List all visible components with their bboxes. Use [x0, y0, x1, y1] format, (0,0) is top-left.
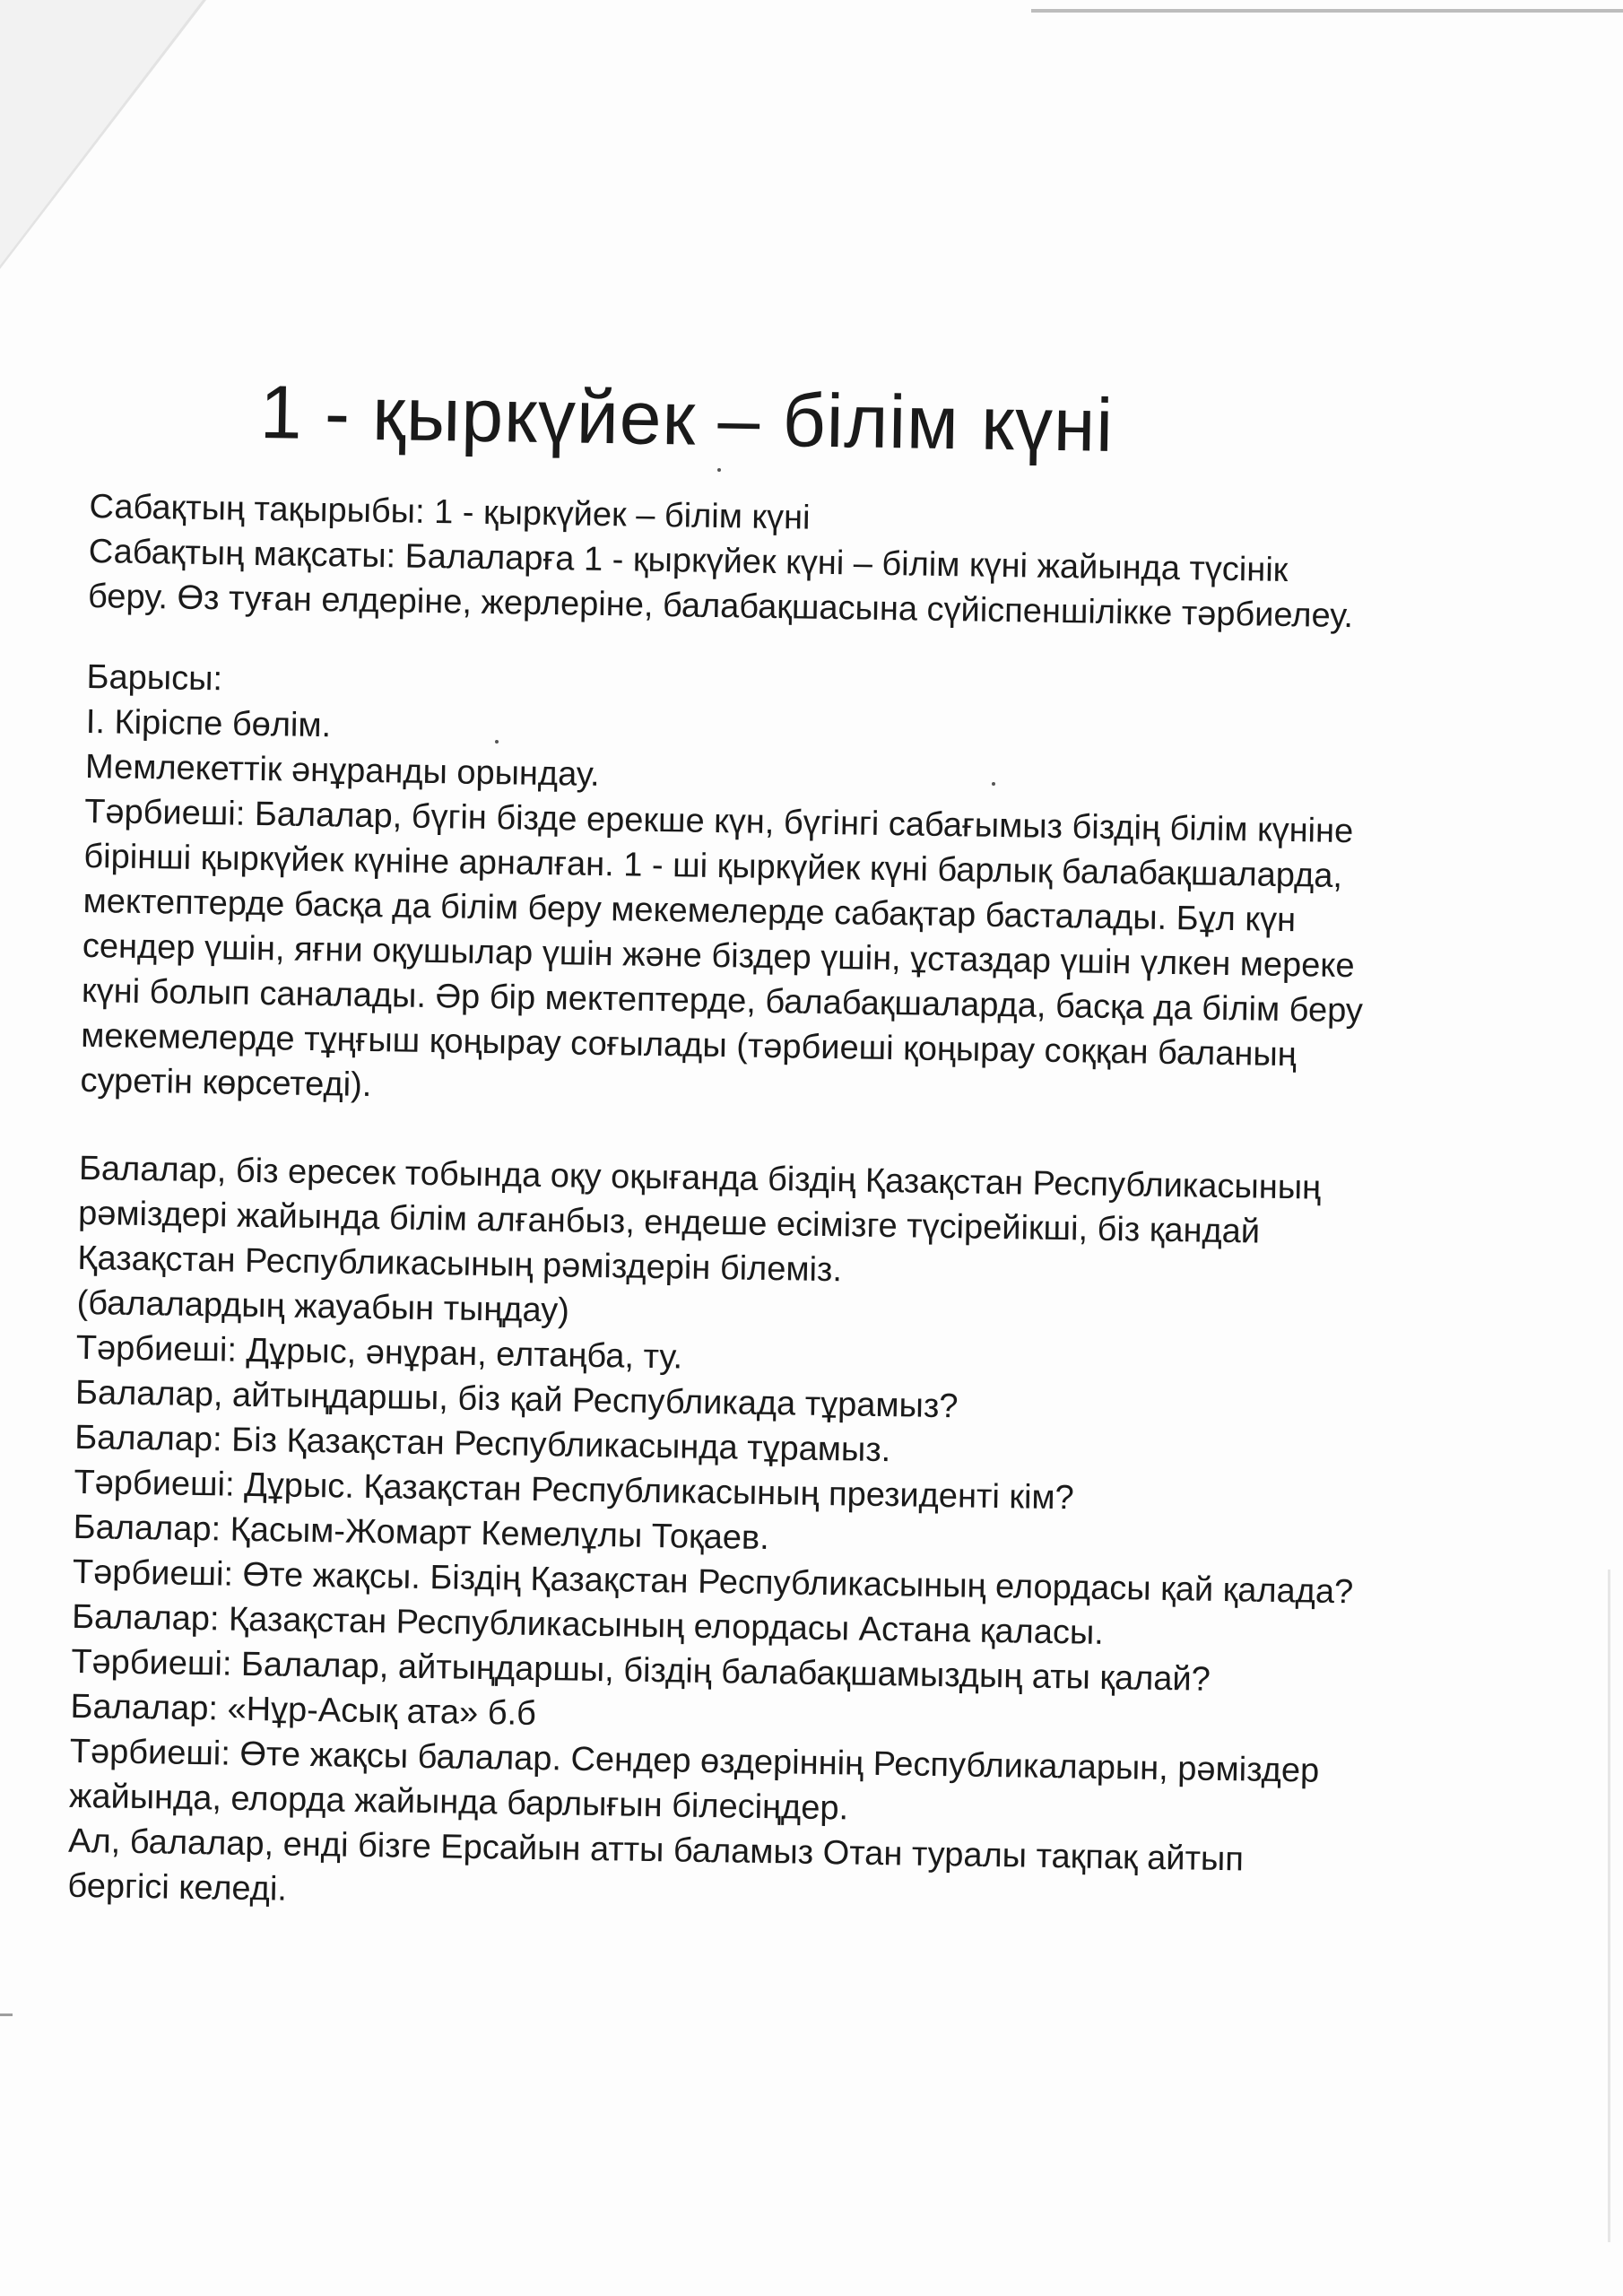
anthem-line: Мемлекеттік әнұранды орындау.: [84, 747, 600, 794]
folded-corner-highlight: [0, 0, 203, 265]
teacher-speech-line: Тәрбиеші: Балалар, бүгін бізде ерекше күн, бүгінгі сабағымыз біздің білім күніне: [83, 792, 1354, 851]
scan-left-mark: [0, 2013, 13, 2016]
teacher-speech-line: күні болып саналады. Әр бір мектептерде, балабақшаларда, басқа да білім беру: [81, 971, 1364, 1031]
teacher-speech-line: суретін көрсетеді).: [80, 1061, 372, 1105]
teacher-speech-line: мектептерде басқа да білім беру мекемелерде сабақтар басталады. Бұл күн: [82, 882, 1297, 940]
dialogue-line: Балалар: Біз Қазақстан Республикасында тұрамыз.: [74, 1418, 891, 1470]
dialogue-line: рәміздері жайында білім алғанбыз, ендеше есімізге түсірейікші, біз қандай: [77, 1194, 1261, 1251]
dialogue-line: Балалар: Қасым-Жомарт Кемелұлы Тоқаев.: [73, 1508, 770, 1558]
scan-speck: [717, 468, 721, 472]
dialogue-line: (балалардың жауабын тыңдау): [76, 1283, 570, 1330]
intro-part-heading: I. Кіріспе бөлім.: [85, 702, 332, 745]
teacher-speech-line: сендер үшін, яғни оқушылар үшін және біздер үшін, ұстаздар үшін үлкен мереке: [82, 926, 1355, 986]
scan-right-edge: [1608, 1570, 1610, 2242]
dialogue-line: Тәрбиеші: Дұрыс. Қазақстан Республикасының президенті кім?: [74, 1463, 1075, 1518]
dialogue-line: Балалар, айтыңдаршы, біз қай Республикада тұрамыз?: [74, 1373, 959, 1426]
dialogue-line: Тәрбиеші: Балалар, айтыңдаршы, біздің балабақшамыздың аты қалай?: [71, 1642, 1211, 1699]
document-title: 1 - қыркүйек – білім күні: [259, 370, 1115, 468]
dialogue-line: Ал, балалар, енді бізге Ерсайын атты баламыз Отан туралы тақпақ айтып: [67, 1822, 1245, 1879]
dialogue-line: Балалар: «Нұр-Асық ата» б.б: [70, 1687, 537, 1733]
dialogue-line: Қазақстан Республикасының рәміздерін білеміз.: [77, 1239, 843, 1290]
dialogue-line: Балалар, біз ересек тобында оқу оқығанда біздің Қазақстан Республикасының: [78, 1149, 1322, 1207]
dialogue-line: Тәрбиеші: Өте жақсы. Біздің Қазақстан Республикасының елордасы қай қалада?: [72, 1552, 1354, 1612]
dialogue-line: Тәрбиеші: Өте жақсы балалар. Сендер өздеріннің Республикаларын, рәміздер: [69, 1732, 1320, 1790]
dialogue-line: Балалар: Қазақстан Республикасының елордасы Астана қаласы.: [71, 1597, 1105, 1652]
dialogue-line: Тәрбиеші: Дұрыс, әнұран, елтаңба, ту.: [75, 1328, 683, 1377]
dialogue-line: бергісі келеді.: [67, 1866, 288, 1909]
document-body: [67, 484, 1569, 1932]
scan-top-edge: [1031, 9, 1623, 13]
progress-heading: Барысы:: [86, 657, 223, 699]
dialogue-line: жайында, елорда жайында барлығын білесіңдер.: [68, 1777, 849, 1828]
teacher-speech-line: мекемелерде тұңғыш қоңырау соғылады (тәрбиеші қоңырау соққан баланың: [81, 1016, 1298, 1074]
lesson-topic: Сабақтың тақырыбы: 1 - қыркүйек – білім күні: [89, 487, 811, 537]
lesson-goal-line: Сабақтың мақсаты: Балаларға 1 - қыркүйек күні – білім күні жайында түсінік: [88, 532, 1289, 589]
teacher-speech-line: бірінші қыркүйек күніне арналған. 1 - ші қыркүйек күні барлық балабақшаларда,: [83, 837, 1343, 895]
lesson-goal-line: беру. Өз туған елдеріне, жерлеріне, балабақшасына сүйіспеншілікке тәрбиелеу.: [87, 577, 1354, 636]
